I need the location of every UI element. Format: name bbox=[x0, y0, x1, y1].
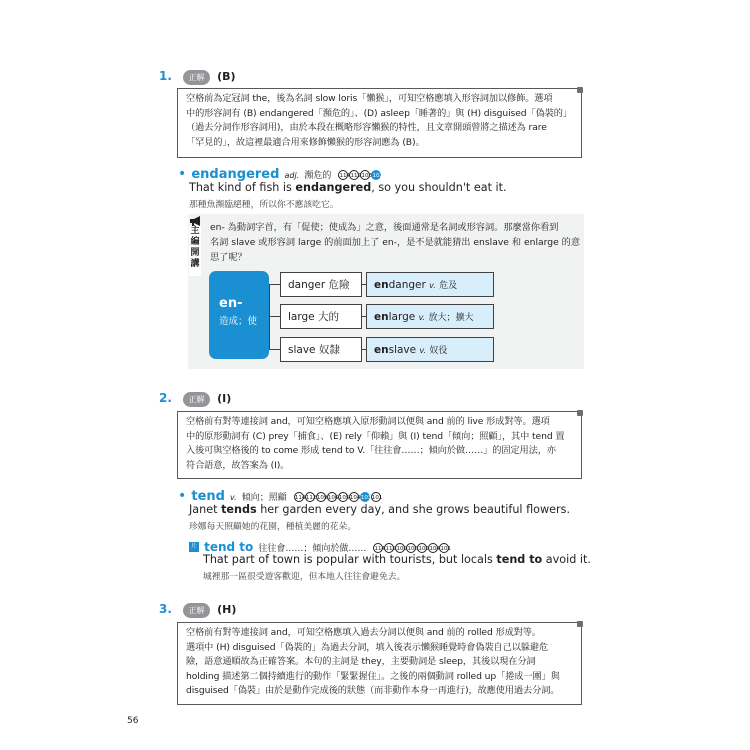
exam-year-marker: 108 bbox=[360, 170, 370, 180]
exam-year-marker: 101 bbox=[439, 543, 449, 553]
derived-meaning: 危及 bbox=[439, 281, 458, 291]
vocab-pos: v. bbox=[230, 493, 237, 502]
connector-line bbox=[269, 349, 280, 350]
derived-stem: large bbox=[388, 311, 416, 323]
example-keyword: tends bbox=[221, 503, 257, 516]
exam-year-marker: 105 bbox=[338, 492, 348, 502]
derived-prefix: en bbox=[374, 311, 389, 323]
example-text: That part of town is popular with tourists, but locals bbox=[203, 553, 497, 566]
q3-answer-badge: 正解 bbox=[183, 603, 210, 618]
q1-answer-badge: 正解 bbox=[183, 70, 210, 85]
exam-year-marker: 114 bbox=[338, 170, 348, 180]
side-label-char: 編 bbox=[190, 237, 200, 247]
vocab-pos: adj. bbox=[284, 171, 300, 180]
editor-note-text bbox=[210, 220, 580, 265]
exam-year-marker: 104 bbox=[428, 543, 438, 553]
exam-year-marker: 114 bbox=[373, 543, 383, 553]
explanation-line: 中的原形動詞有 (C) prey「捕食」、(E) rely「仰賴」與 (I) tend「傾向；照顧」，其中 tend 置 bbox=[186, 430, 565, 442]
exam-year-marker: 112 bbox=[384, 543, 394, 553]
derived-meaning: 放大；擴大 bbox=[428, 313, 474, 323]
q1-header bbox=[159, 65, 236, 85]
q2-explanation-box bbox=[177, 411, 582, 479]
phrase-tag-icon: 片 bbox=[190, 542, 197, 550]
explanation-line: 「罕見的」，故這裡最適合用來修飾懶猴的形容詞應為 (B)。 bbox=[186, 136, 425, 148]
corner-mark bbox=[577, 410, 583, 416]
q2-example-sentence bbox=[189, 503, 570, 516]
base-word-box: slave 奴隸 bbox=[280, 337, 362, 362]
exam-year-marker: 105 bbox=[417, 543, 427, 553]
side-label-char: 主 bbox=[190, 226, 200, 236]
phrase-text: tend to bbox=[204, 540, 254, 554]
editor-side-label bbox=[189, 226, 201, 276]
connector-line bbox=[269, 316, 280, 317]
explanation-line: 空格前有對等連接詞 and，可知空格應填入原形動詞以便與 and 前的 live 形成對等。選項 bbox=[186, 416, 550, 427]
bullet-icon: • bbox=[178, 166, 187, 182]
page-number: 56 bbox=[127, 716, 139, 726]
vocab-meaning: 傾向；照顧 bbox=[241, 493, 287, 503]
derived-word-box bbox=[366, 272, 494, 297]
q3-explanation-box bbox=[177, 622, 582, 705]
side-label-char: 講 bbox=[190, 259, 200, 269]
derived-prefix: en bbox=[374, 344, 389, 356]
explanation-line: holding 描述第二個持續進行的動作「緊緊握住」。之後的兩個動詞 rolled up「捲成一團」與 bbox=[186, 670, 560, 682]
vocab-word: endangered bbox=[191, 167, 280, 182]
exam-year-marker-highlighted: 103 bbox=[360, 492, 370, 502]
example-keyword: endangered bbox=[295, 181, 372, 194]
base-word-box: danger 危險 bbox=[280, 272, 362, 297]
editor-line: en- 為動詞字首，有「促使；使成為」之意，後面通常是名詞或形容詞。那麼當你看到 bbox=[210, 222, 559, 233]
exam-year-marker: 112 bbox=[349, 170, 359, 180]
corner-mark bbox=[577, 87, 583, 93]
q2-header bbox=[159, 387, 231, 407]
q1-number: 1. bbox=[159, 69, 172, 83]
q1-explanation-box bbox=[177, 88, 582, 158]
vocab-word: tend bbox=[191, 489, 225, 504]
example-text: , so you shouldn't eat it. bbox=[371, 181, 507, 194]
exam-year-marker: 109 bbox=[316, 492, 326, 502]
q2-answer: (I) bbox=[217, 392, 232, 405]
explanation-line: 中的形容詞有 (B) endangered「瀕危的」、(D) asleep「睡著的」與 (H) disguised「偽裝的」 bbox=[186, 107, 572, 119]
vocab-meaning: 瀕危的 bbox=[304, 171, 332, 181]
bullet-icon: • bbox=[178, 488, 187, 504]
prefix: en- bbox=[219, 296, 243, 311]
explanation-line: 險，語意通順故為正確答案。本句的主詞是 they，主要動詞是 sleep，其後以現在分詞 bbox=[186, 656, 536, 667]
q1-example-translation: 那種魚瀕臨絕種，所以你不應該吃它。 bbox=[189, 200, 339, 210]
example-text: That kind of fish is bbox=[189, 181, 296, 194]
exam-year-marker: 104 bbox=[349, 492, 359, 502]
derived-word-box bbox=[366, 337, 494, 362]
exam-year-marker: 106 bbox=[327, 492, 337, 502]
derived-stem: danger bbox=[388, 279, 426, 291]
explanation-line: disguised「偽裝」由於是動作完成後的狀態（而非動作本身一再進行)，故應使用過去分詞。 bbox=[186, 685, 560, 696]
prefix-box bbox=[209, 271, 269, 359]
exam-year-marker: 112 bbox=[305, 492, 315, 502]
derived-meaning: 奴役 bbox=[429, 346, 448, 356]
q2-answer-badge: 正解 bbox=[183, 392, 210, 407]
q3-header bbox=[159, 598, 236, 618]
explanation-line: （過去分詞作形容詞用)，由於本段在概略形容懶猴的特性，且文章開頭曾將之描述為 rare bbox=[186, 122, 547, 133]
q1-vocab-entry bbox=[178, 163, 382, 183]
q2-vocab-entry bbox=[178, 485, 382, 505]
explanation-line: 入後可與空格後的 to come 形成 tend to V.「往往會……；傾向於做……」的固定用法，亦 bbox=[186, 445, 556, 456]
explanation-line: 符合語意，故答案為 (I)。 bbox=[186, 459, 290, 471]
explanation-line: 空格前為定冠詞 the，後為名詞 slow loris「懶猴」，可知空格應填入形容詞加以修飾。選項 bbox=[186, 93, 553, 104]
exam-year-marker: 114 bbox=[294, 492, 304, 502]
derived-pos: v. bbox=[419, 346, 427, 355]
derived-prefix: en bbox=[374, 279, 389, 291]
side-label-char: 開 bbox=[190, 248, 200, 258]
editor-line: 名詞 slave 或形容詞 large 的前面加上了 en-，是不是就能猜出 enslave 和 enlarge 的意 bbox=[210, 237, 581, 248]
explanation-line: 選項中 (H) disguised「偽裝的」為過去分詞，填入後表示懶猴睡覺時會偽裝自己以躲避危 bbox=[186, 641, 549, 653]
editor-line: 思了呢？ bbox=[210, 252, 247, 263]
q2-phrase-translation: 城裡那一區很受遊客歡迎，但本地人往往會避免去。 bbox=[203, 572, 406, 582]
derived-word-box bbox=[366, 304, 494, 329]
q2-phrase-example bbox=[203, 553, 591, 566]
example-text: Janet bbox=[189, 503, 222, 516]
corner-mark bbox=[577, 621, 583, 627]
q2-number: 2. bbox=[159, 391, 172, 405]
q2-example-translation: 珍娜每天照顧她的花園，種植美麗的花朵。 bbox=[189, 522, 357, 532]
prefix-meaning: 造成；使 bbox=[219, 316, 258, 327]
q3-answer: (H) bbox=[217, 603, 237, 616]
connector-line bbox=[269, 284, 280, 285]
megaphone-icon bbox=[189, 212, 203, 224]
exam-year-marker: 106 bbox=[406, 543, 416, 553]
derived-pos: v. bbox=[418, 313, 426, 322]
example-keyword: tend to bbox=[496, 553, 543, 566]
exam-year-marker: 101 bbox=[371, 492, 381, 502]
exam-year-marker-highlighted: 102 bbox=[371, 170, 381, 180]
exam-year-marker: 109 bbox=[395, 543, 405, 553]
example-text: her garden every day, and she grows beautiful flowers. bbox=[256, 503, 571, 516]
derived-pos: v. bbox=[429, 281, 436, 290]
derived-stem: slave bbox=[388, 344, 417, 356]
q1-example-sentence bbox=[189, 181, 507, 194]
q1-answer: (B) bbox=[217, 70, 236, 83]
example-text: avoid it. bbox=[542, 553, 591, 566]
phrase-meaning: 往往會……；傾向於做…… bbox=[258, 544, 367, 554]
base-word-box: large 大的 bbox=[280, 304, 362, 329]
q3-number: 3. bbox=[159, 602, 172, 616]
explanation-line: 空格前有對等連接詞 and，可知空格應填入過去分詞以便與 and 前的 rolled 形成對等。 bbox=[186, 627, 541, 638]
